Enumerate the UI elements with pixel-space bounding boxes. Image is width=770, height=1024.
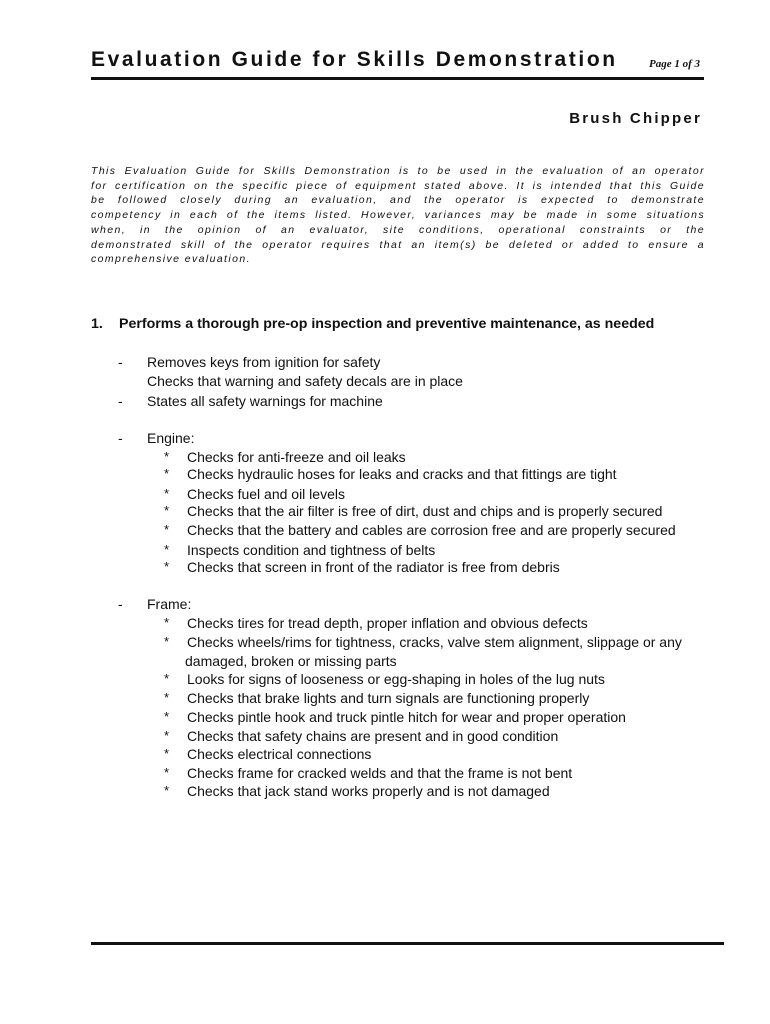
frame-item: Looks for signs of looseness or egg-shaping in holes of the lug nuts	[187, 671, 605, 687]
frame-item: Checks tires for tread depth, proper inflation and obvious defects	[187, 615, 588, 631]
page-number: Page 1 of 3	[649, 58, 701, 70]
bullet-marker: *	[164, 542, 170, 557]
dash-marker: -	[118, 393, 123, 409]
bullet-marker: *	[164, 522, 170, 537]
bullet-marker: *	[164, 671, 170, 686]
frame-item: Checks frame for cracked welds and that the frame is not bent	[187, 765, 573, 781]
frame-item: Checks pintle hook and truck pintle hitch for wear and proper operation	[187, 709, 626, 725]
engine-item: Checks hydraulic hoses for leaks and cracks and that fittings are tight	[187, 466, 617, 482]
intro-line: This Evaluation Guide for Skills Demonstration is to be used in the evaluation of an operator	[91, 165, 705, 177]
bullet-marker: *	[164, 559, 170, 574]
engine-item: Checks fuel and oil levels	[187, 486, 345, 502]
intro-line: comprehensive evaluation.	[91, 253, 251, 266]
bullet-marker: *	[164, 503, 170, 518]
bullet-marker: *	[164, 486, 170, 501]
dash-marker: -	[118, 430, 123, 446]
intro-line: competency in each of the items listed. However, variances may be made in some situations	[91, 209, 705, 222]
intro-line: demonstrated skill of the operator requires that an item(s) be deleted or added to ensure a	[91, 238, 705, 251]
checklist-item: States all safety warnings for machine	[147, 393, 383, 409]
intro-line: when, in the opinion of an evaluator, site conditions, operational constraints or the	[91, 223, 705, 236]
dash-marker: -	[118, 354, 123, 370]
section-title: Performs a thorough pre-op inspection and preventive maintenance, as needed	[119, 316, 655, 332]
frame-item-continuation: damaged, broken or missing parts	[185, 653, 397, 669]
bullet-marker: *	[164, 634, 170, 649]
frame-item: Checks that brake lights and turn signals are functioning properly	[187, 690, 590, 706]
frame-item: Checks that jack stand works properly and is not damaged	[187, 783, 550, 799]
frame-label: Frame:	[147, 596, 192, 612]
checklist-item: Removes keys from ignition for safety	[147, 354, 381, 370]
bullet-marker: *	[164, 765, 170, 780]
engine-item: Inspects condition and tightness of belts	[187, 542, 436, 558]
engine-item: Checks that the air filter is free of dirt, dust and chips and is properly secured	[187, 503, 663, 519]
section-number: 1.	[91, 316, 103, 332]
bullet-marker: *	[164, 449, 170, 464]
bullet-marker: *	[164, 709, 170, 724]
intro-line: be followed closely during an evaluation, and the operator is expected to demonstrate	[91, 194, 705, 207]
intro-line: for certification on the specific piece of equipment stated above. It is intended that this Guide	[91, 179, 705, 192]
frame-item: Checks wheels/rims for tightness, cracks, valve stem alignment, slippage or any	[187, 634, 682, 650]
bullet-marker: *	[164, 466, 170, 481]
bullet-marker: *	[164, 728, 170, 743]
header-rule	[91, 77, 704, 80]
dash-marker: -	[118, 596, 123, 612]
bullet-marker: *	[164, 746, 170, 761]
bullet-marker: *	[164, 615, 170, 630]
bullet-marker: *	[164, 783, 170, 798]
intro-paragraph	[91, 164, 705, 267]
equipment-subject: Brush Chipper	[569, 110, 702, 127]
engine-label: Engine:	[147, 430, 195, 446]
frame-item: Checks that safety chains are present and in good condition	[187, 728, 559, 744]
document-title: Evaluation Guide for Skills Demonstration	[91, 48, 618, 71]
engine-item: Checks for anti-freeze and oil leaks	[187, 449, 406, 465]
frame-item: Checks electrical connections	[187, 746, 372, 762]
footer-rule	[91, 942, 724, 945]
section-heading	[91, 316, 654, 332]
checklist-item: Checks that warning and safety decals are in place	[147, 373, 463, 389]
engine-item: Checks that screen in front of the radiator is free from debris	[187, 559, 560, 575]
engine-item: Checks that the battery and cables are corrosion free and are properly secured	[187, 522, 676, 538]
bullet-marker: *	[164, 690, 170, 705]
